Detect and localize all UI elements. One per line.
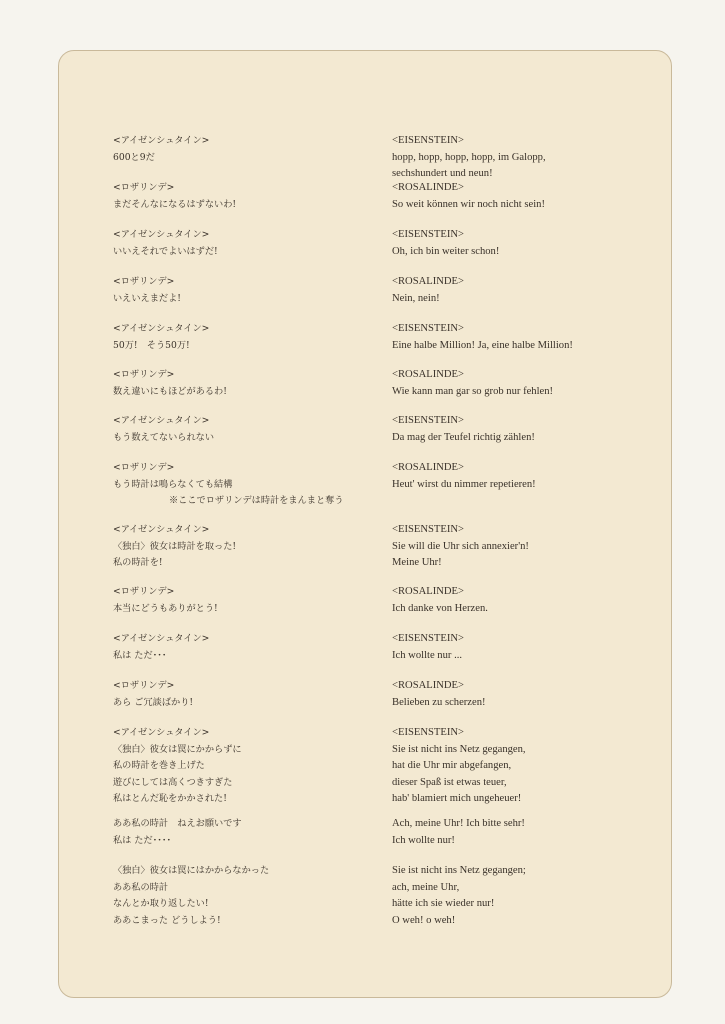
german-block (392, 460, 536, 493)
lyric-line: hat die Uhr mir abgefangen, (392, 760, 512, 772)
lyric-line: いえいえまだよ! (113, 292, 182, 304)
speaker-label: <EISENSTEIN> (392, 229, 464, 240)
speaker-label: <アイゼンシュタイン> (113, 135, 210, 146)
lyric-line: dieser Spaß ist etwas teuer, (392, 776, 507, 788)
japanese-block (113, 631, 209, 664)
speaker-label: <EISENSTEIN> (392, 633, 464, 644)
japanese-block (113, 863, 269, 929)
japanese-block (113, 678, 193, 711)
speaker-label: <ROSALINDE> (392, 680, 464, 691)
german-block (392, 413, 535, 446)
lyric-line: 私の時計を巻き上げた (113, 760, 205, 772)
lyric-line: Wie kann man gar so grob nur fehlen! (392, 385, 554, 397)
lyric-line: ああ私の時計 ねえお願いです (113, 818, 242, 829)
german-block (392, 227, 499, 260)
lyric-line: 私は ただ･･･ (113, 649, 167, 661)
speaker-label: <ロザリンデ> (113, 586, 175, 597)
lyric-line: Sie ist nicht ins Netz gegangen, (392, 743, 526, 755)
speaker-label: <ロザリンデ> (113, 680, 175, 691)
lyric-line: ああ私の時計 (113, 881, 169, 893)
german-block (392, 274, 464, 307)
german-block (392, 180, 545, 213)
japanese-block (113, 180, 236, 213)
speaker-label: <EISENSTEIN> (392, 524, 464, 535)
lyric-line: 〈独白〉彼女は罠にはかからなかった (113, 865, 270, 876)
japanese-block (113, 274, 181, 307)
lyric-line: Sie ist nicht ins Netz gegangen; (392, 865, 526, 876)
japanese-block (113, 133, 209, 166)
lyric-line: なんとか取り返したい! (113, 898, 209, 910)
german-block (392, 133, 546, 183)
speaker-label: <アイゼンシュタイン> (113, 727, 210, 738)
speaker-label: <アイゼンシュタイン> (113, 323, 210, 334)
lyric-line: sechshundert und neun! (392, 168, 493, 180)
lyric-line: Ich wollte nur! (392, 834, 455, 846)
lyric-line: Sie will die Uhr sich annexier'n! (392, 540, 529, 552)
lyric-line: ach, meine Uhr, (392, 881, 460, 893)
japanese-block (113, 460, 344, 510)
speaker-label: <ROSALINDE> (392, 586, 464, 597)
japanese-block (113, 367, 227, 400)
lyric-line: Eine halbe Million! Ja, eine halbe Million! (392, 339, 573, 351)
speaker-label: <ロザリンデ> (113, 182, 175, 193)
lyric-line: もう時計は鳴らなくても結構 (113, 478, 233, 490)
lyric-line: So weit können wir noch nicht sein! (392, 198, 545, 210)
lyric-line: hopp, hopp, hopp, hopp, im Galopp, (392, 151, 546, 163)
lyric-line: 600と9だ (113, 151, 155, 163)
lyric-line: Oh, ich bin weiter schon! (392, 245, 500, 257)
stage-direction: ※ここでロザリンデは時計をまんまと奪う (169, 495, 344, 507)
lyric-line: 本当にどうもありがとう! (113, 602, 218, 614)
speaker-label: <ROSALINDE> (392, 462, 464, 473)
lyric-line: Ich danke von Herzen. (392, 602, 488, 614)
speaker-label: <アイゼンシュタイン> (113, 524, 210, 535)
lyric-line: 私はとんだ恥をかかされた! (113, 793, 227, 805)
lyric-line: hätte ich sie wieder nur! (392, 898, 495, 910)
japanese-block (113, 413, 214, 446)
speaker-label: <アイゼンシュタイン> (113, 415, 210, 426)
german-block (392, 631, 464, 664)
japanese-block (113, 321, 209, 354)
german-block (392, 678, 486, 711)
speaker-label: <EISENSTEIN> (392, 323, 464, 334)
lyric-line: Heut' wirst du nimmer repetieren! (392, 478, 536, 490)
lyric-line: 〈独白〉彼女は時計を取った! (113, 540, 237, 552)
german-block (392, 584, 488, 617)
german-block (392, 863, 526, 929)
lyric-line: Ach, meine Uhr! Ich bitte sehr! (392, 818, 525, 829)
japanese-block (113, 725, 242, 808)
lyric-line: hab' blamiert mich ungeheuer! (392, 793, 522, 805)
lyric-line: O weh! o weh! (392, 914, 456, 926)
lyric-line: Nein, nein! (392, 292, 440, 304)
lyric-line: 遊びにしては高くつきすぎた (113, 776, 233, 788)
speaker-label: <EISENSTEIN> (392, 415, 464, 426)
lyric-line: Da mag der Teufel richtig zählen! (392, 431, 535, 443)
speaker-label: <ROSALINDE> (392, 369, 464, 380)
lyric-line: Ich wollte nur ... (392, 649, 463, 661)
japanese-block (113, 816, 242, 849)
lyric-line: もう数えてないられない (113, 431, 215, 443)
lyric-line: 数え違いにもほどがあるわ! (113, 385, 227, 397)
lyric-line: あら ご冗談ばかり! (113, 696, 194, 708)
lyric-line: 50万! そう50万! (113, 339, 190, 351)
speaker-label: <ROSALINDE> (392, 182, 464, 193)
german-block (392, 367, 553, 400)
libretto-page (58, 50, 672, 998)
lyric-line: まだそんなになるはずないわ! (113, 198, 237, 210)
speaker-label: <ロザリンデ> (113, 369, 175, 380)
lyric-line: 〈独白〉彼女は罠にかからずに (113, 743, 242, 755)
japanese-block (113, 522, 236, 572)
speaker-label: <ROSALINDE> (392, 276, 464, 287)
german-block (392, 321, 573, 354)
speaker-label: <ロザリンデ> (113, 462, 175, 473)
japanese-block (113, 584, 218, 617)
lyric-line: いいえそれでよいはずだ! (113, 245, 218, 257)
german-block (392, 522, 529, 572)
speaker-label: <アイゼンシュタイン> (113, 633, 210, 644)
speaker-label: <EISENSTEIN> (392, 727, 464, 738)
german-block (392, 725, 526, 808)
speaker-label: <EISENSTEIN> (392, 135, 464, 146)
lyric-line: Meine Uhr! (392, 557, 442, 569)
japanese-block (113, 227, 218, 260)
lyric-line: Belieben zu scherzen! (392, 696, 486, 708)
lyric-line: 私の時計を! (113, 557, 163, 569)
lyric-line: 私は ただ････ (113, 834, 172, 846)
speaker-label: <ロザリンデ> (113, 276, 175, 287)
speaker-label: <アイゼンシュタイン> (113, 229, 210, 240)
lyric-line: ああこまった どうしよう! (113, 914, 221, 926)
german-block (392, 816, 525, 849)
